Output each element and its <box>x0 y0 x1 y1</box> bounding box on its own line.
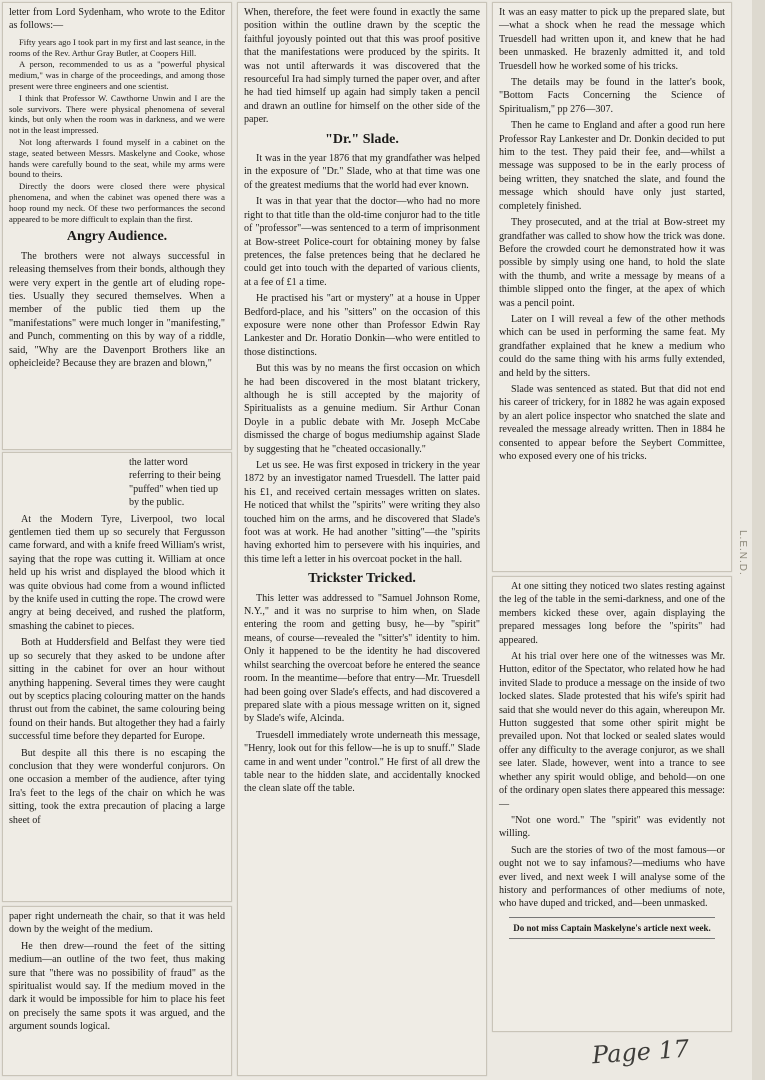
intro-text: letter from Lord Sydenham, who wrote to the Editor as follows:— <box>9 7 225 32</box>
article-paragraph: At one sitting they noticed two slates resting against the leg of the table in the semi-darkness, and one of the members kicked these over, again displaying the prepared messages long before the "spirits" had appeared. <box>499 581 725 646</box>
page-edge <box>752 0 765 1080</box>
article-paragraph: Let us see. He was first exposed in trickery in the year 1872 by an investigator named Truesdell. The latter paid his £1, and received certain messages written on slates. He noticed that whilst the "spirits" were writing they also touched him on the arms, and he discovered that Slade's foot was at work. He had another "sitting"—the "spirits having exhorted him to persevere with his inquiries, and this time left a letter in his overcoat pocket in the hall. <box>244 460 480 565</box>
quote-paragraph: Fifty years ago I took part in my first and last seance, in the rooms of the Rev. Arthur Gray Butler, at Coopers Hill. <box>9 36 225 58</box>
clipping-col2 <box>237 2 487 1076</box>
article-paragraph: Then he came to England and after a good run here Professor Ray Lankester and Dr. Donkin decided to put him to the test. They paid their fee, and—whilst a message was supposed to be in the early process of being written, they snatched the slate, and found the message which should have only just started, completely finished. <box>499 120 725 212</box>
article-paragraph: When, therefore, the feet were found in exactly the same position within the outline drawn by the sceptic the faithful joyously pointed out that this was proof positive that the manifestations were produced by the spirits. It was not until afterwards it was discovered that the resourceful Ira had simply turned the paper over, and after he had tied himself up again had simply taken a pencil and drawn an outline for himself on the other side of the paper. <box>244 7 480 126</box>
article-paragraph: The details may be found in the latter's book, "Bottom Facts Concerning the Science of Spiritualism," pp 276—307. <box>499 77 725 115</box>
quote-paragraph: Not long afterwards I found myself in a cabinet on the stage, seated between Messrs. Maskelyne and Cooke, whose hands were carefully bound to the seat, while my arms were bound to theirs. <box>9 136 225 180</box>
article-paragraph: Both at Huddersfield and Belfast they were tied up so securely that they asked to be undone after sitting in the cabinet for over an hour without anything happening. Several times they were caught out by sceptics placing colouring matter on the hands thrust out from the cabinet, the same colouring being found on their hands. But altogether they had a fairly successful time before they departed for Europe. <box>9 637 225 743</box>
clipping-col1-top <box>2 2 232 450</box>
article-paragraph: It was in the year 1876 that my grandfather was helped in the exposure of "Dr." Slade, who at that time was one of the greatest mediums that the world had ever known. <box>244 153 480 191</box>
article-paragraph: He practised his "art or mystery" at a house in Upper Bedford-place, and his "sitters" on the occasion of this exposure were none other than Professor Edwin Ray Lankester and Dr. Horatio Donkin—who were entitled to those distinctions. <box>244 293 480 358</box>
article-paragraph: "Not one word." The "spirit" was evidently not willing. <box>499 814 725 840</box>
clipping-col1-bot <box>2 906 232 1076</box>
article-paragraph: the latter word referring to their being "puffed" when tied up by the public. <box>129 457 221 509</box>
heading-angry-audience: Angry Audience. <box>66 229 168 245</box>
quote-paragraph: Directly the doors were closed there were physical phenomena, and when the cabinet was opened there was a hoop round my neck. Of these two performances the second appeared to be more difficult to explain than the first. <box>9 181 225 224</box>
article-paragraph: At his trial over here one of the witnesses was Mr. Hutton, editor of the Spectator, who related how he had invited Slade to produce a message on the inside of two locked slates. Slade protested that his wife's spirit had said that she would never do this again, whereupon Mr. Hutton suggested that some other spirit might be prevailed upon. Not that locked or sealed slates would offer any difficulty to the average conjuror, as we shall see later. Slade, however, went into a trance to see whether any spirit would oblige, and behold—on one of the ordinary open slates there appeared this message:— <box>499 651 725 810</box>
article-paragraph: They prosecuted, and at the trial at Bow-street my grandfather was called to show how the trick was done. Before the crowded court he demonstrated how it was possible by simply using one hand, to hold the slate with the thumb, and write a message by means of a thimble slipped onto the finger, at the apex of which was a pencil point. <box>499 217 725 309</box>
heading-trickster-tricked: Trickster Tricked. <box>308 571 416 587</box>
article-paragraph: Later on I will reveal a few of the other methods which can be used in performing the same feat. My grandfather explained that he knew a medium who could do the same thing with his arms fully extended, and held by the sitters. <box>499 313 725 379</box>
article-paragraph: Slade was sentenced as stated. But that did not end his career of trickery, for in 1882 he was again exposed by an alert police inspector who snatched the slate and revealed the message already written. Then in 1884 he consented to appear before the Seybert Committee, who exposed every one of his tricks. <box>499 383 725 462</box>
quote-paragraph: A person, recommended to us as a "powerful physical medium," was in charge of the proceedings, and among those present were three engineers and one scientist. <box>9 59 225 91</box>
clipping-col3-top <box>492 2 732 572</box>
article-paragraph: He then drew—round the feet of the sitting medium—an outline of the two feet, thus making sure that "there was no possibility of fraud" as the spiritualist would say. If the medium moved in the dark it would be impossible for him to place his feet on precisely the same spots it was argued, and the argument sounds logical. <box>9 940 225 1033</box>
article-paragraph: It was an easy matter to pick up the prepared slate, but—what a shock when he read the message which Truesdell had written upon it, and knew that he had been unmasked. He brazenly admitted it, and told Truesdell how he worked some of his tricks. <box>499 7 725 72</box>
article-paragraph: The brothers were not always successful in releasing themselves from their bonds, although they were very expert in the gentle art of eluding rope-ties. Usually they secured themselves. When a member of the public tied them up the "manifestations" were much longer in "manifesting," and Punch, commenting on this by way of a riddle, said, "Why are the Davenport Brothers like an opheicleide? Because they are brazen and blown," <box>9 250 225 370</box>
article-paragraph: This letter was addressed to "Samuel Johnson Rome, N.Y.," and it was no surprise to him when, on Slade entering the room and getting busy, he—by "spirit" means, of course—revealed the "sitter's" identity to him. Only it happened to be the identity he had discovered whilst searching the overcoat before he entered the seance room. In the meantime—before that entry—Mr. Truesdell had been going over Slade's effects, and had discovered a prepared slate with a pious message written on it, signed by Slade's wife, Alcinda. <box>244 592 480 725</box>
article-paragraph: At the Modern Tyre, Liverpool, two local gentlemen tied them up so securely that Fergusson came forward, and with a knife freed William's wrist, saying that the rope was cutting it. William at once held up his wrist and displayed the blood which it was quite obvious had come from a wound inflicted by the knife used in cutting the rope. The crowd were angry at being deceived, and rushed the platform, smashing the cabinet to pieces. <box>9 513 225 632</box>
article-paragraph: Such are the stories of two of the most famous—or ought not we to say infamous?—mediums who have ever lived, and next week I will analyse some of the history and performances of other mediums of note, who have duped and tricked, and—been unmasked. <box>499 844 725 910</box>
clipping-col1-mid <box>2 452 232 902</box>
margin-stamp: L.E.N.D. <box>737 530 748 576</box>
quote-paragraph: I think that Professor W. Cawthorne Unwin and I are the sole survivors. There were physical phenomena of several kinds, but only when the room was in darkness, and we were not in the least impressed. <box>9 92 225 136</box>
article-paragraph: Truesdell immediately wrote underneath this message, "Henry, look out for this fellow—he is up to snuff." Slade came in and went under "control." He first of all drew the table near to the hidden slate, and accidentally knocked the clean slate off the table. <box>244 729 480 795</box>
heading-dr-slade: "Dr." Slade. <box>325 131 399 147</box>
handwritten-page-number: Page 17 <box>591 1034 690 1070</box>
article-paragraph: paper right underneath the chair, so that it was held down by the weight of the medium. <box>9 911 225 936</box>
clipping-col3-bot <box>492 576 732 1032</box>
article-paragraph: But despite all this there is no escaping the conclusion that they were wonderful conjurors. On one occasion a member of the audience, after tying Ira's feet to the legs of the chair on which he was sitting, took the extra precaution of placing a large sheet of <box>9 747 225 826</box>
article-paragraph: It was in that year that the doctor—who had no more right to that title than the old-time conjuror had to the title of "professor"—was sentenced to a term of imprisonment at Bow-street Police-court for obtaining money by false pretences, the false pretences being that he declared he could get into touch with the departed of various clients, at a fee of £1 a time. <box>244 196 480 288</box>
next-week-note: Do not miss Captain Maskelyne's article next week. <box>509 917 715 939</box>
sydenham-quote <box>9 37 225 225</box>
article-paragraph: But this was by no means the first occasion on which he had been discovered in the most blatant trickery, although he is still accepted by the majority of Spiritualists as a genuine medium. Sir Arthur Conan Doyle in a public debate with Mr. Joseph McCabe dismissed the charge of bogus mediumship against Slade by suggesting that he "cheated occasionally." <box>244 363 480 455</box>
